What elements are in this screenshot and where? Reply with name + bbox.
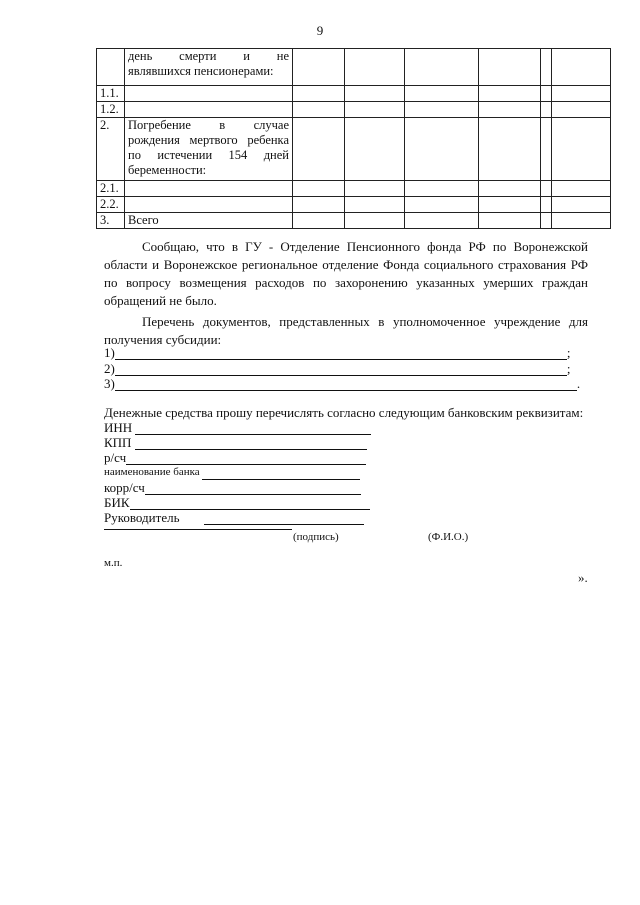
row-number: 2. [97, 118, 125, 181]
document-line-1[interactable] [104, 345, 570, 360]
bank-name-field[interactable] [104, 465, 360, 480]
inn-field[interactable] [104, 420, 371, 435]
document-line-label: 3) [104, 376, 115, 391]
page-number: 9 [316, 23, 324, 38]
bik-label: БИК [104, 495, 130, 510]
documents-paragraph: Перечень документов, представленных в уполномоченное учреждение для получения субсидии: [104, 314, 588, 347]
bik-field[interactable] [104, 495, 370, 510]
table-row [97, 181, 611, 197]
table-row [97, 197, 611, 213]
table-row [97, 86, 611, 102]
table-row [97, 213, 611, 229]
table-row [97, 102, 611, 118]
row-number: 1.1. [97, 86, 125, 102]
korr-label: корр/сч [104, 480, 145, 495]
bank-intro: Денежные средства прошу перечислять согласно следующим банковским реквизитам: [104, 405, 584, 420]
closing-quote: ». [578, 570, 588, 585]
row-text-line: день смерти и не [128, 49, 289, 63]
inn-label: ИНН [104, 420, 133, 435]
row-number: 2.1. [97, 181, 125, 197]
row-text-line: беременности: [128, 163, 207, 177]
expense-table [96, 48, 611, 229]
table-row [97, 49, 611, 86]
kpp-field[interactable] [104, 435, 367, 450]
table-row [97, 118, 611, 181]
bank-name-label: наименование банка [104, 466, 200, 478]
fio-caption: (Ф.И.О.) [428, 531, 469, 543]
statement-paragraph: Сообщаю, что в ГУ - Отделение Пенсионного фонда РФ по Воронежской области и Воронежское региональное отделение Фонда социального страхования РФ по вопросу возмещения расходов по захоронению указанных умерших граждан обращений не было. [104, 239, 588, 308]
row-text-line: Погребение в случае [128, 118, 289, 132]
row-text-line: рождения мертвого ребенка [128, 133, 289, 147]
row-text [125, 197, 293, 213]
row-text [125, 102, 293, 118]
document-line-3[interactable] [104, 376, 580, 391]
head-field[interactable] [104, 510, 364, 525]
row-number: 2.2. [97, 197, 125, 213]
document-line-end: . [576, 376, 581, 391]
row-text [125, 181, 293, 197]
rs-field[interactable] [104, 450, 366, 465]
kpp-label: КПП [104, 435, 132, 450]
row-text-line: являвшихся пенсионерами: [128, 64, 274, 78]
document-line-label: 2) [104, 361, 115, 376]
total-label: Всего [125, 213, 293, 229]
korr-field[interactable] [104, 480, 361, 495]
signature-caption: (подпись) [293, 531, 339, 543]
rs-label: р/сч [104, 450, 127, 465]
stamp-label: м.п. [104, 557, 123, 569]
document-line-end: ; [566, 361, 571, 376]
head-label: Руководитель [104, 510, 180, 525]
row-number: 3. [97, 213, 125, 229]
row-text-line: по истечении 154 дней [128, 148, 289, 162]
document-line-2[interactable] [104, 361, 570, 376]
row-number: 1.2. [97, 102, 125, 118]
row-text [125, 86, 293, 102]
document-line-label: 1) [104, 345, 115, 360]
signature-line[interactable] [104, 529, 292, 530]
document-line-end: ; [566, 345, 571, 360]
